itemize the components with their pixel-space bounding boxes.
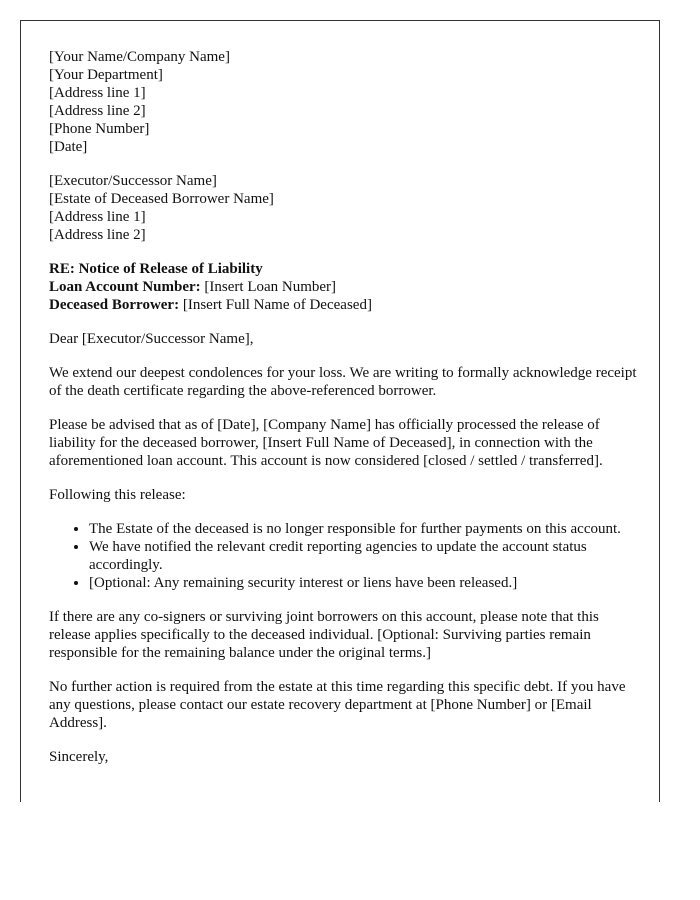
letter-content — [49, 48, 639, 782]
loan-account-label: Loan Account Number: — [49, 279, 201, 295]
sender-name: [Your Name/Company Name] — [49, 49, 230, 65]
list-item: • The Estate of the deceased is no longer responsible for further payments on this account. — [89, 520, 639, 538]
sender-address-block — [49, 48, 639, 156]
paragraph-release-notice: Please be advised that as of [Date], [Company Name] has officially processed the release of liability for the deceased borrower, [Insert Full Name of Deceased], in connection with the aforementioned loan account. This account is now considered [closed / settled / transferred]. — [49, 417, 603, 469]
sender-address-line-1: [Address line 1] — [49, 85, 146, 101]
loan-account-line — [49, 278, 639, 296]
recipient-name: [Executor/Successor Name] — [49, 173, 217, 189]
list-item: • [Optional: Any remaining security interest or liens have been released.] — [89, 574, 639, 592]
paragraph-following: Following this release: — [49, 487, 186, 503]
loan-account-value: [Insert Loan Number] — [200, 279, 337, 295]
paragraph-co-signers: If there are any co-signers or surviving joint borrowers on this account, please note that this release applies specifically to the deceased individual. [Optional: Surviving parties remain responsible for the remaining balance under the original terms.] — [49, 609, 599, 661]
list-item: • We have notified the relevant credit reporting agencies to update the account status accordingly. — [89, 538, 639, 574]
closing: Sincerely, — [49, 749, 109, 765]
deceased-borrower-label: Deceased Borrower: — [49, 297, 180, 313]
sender-date: [Date] — [49, 139, 88, 155]
recipient-address-line-2: [Address line 2] — [49, 227, 146, 243]
sender-department: [Your Department] — [49, 67, 163, 83]
sender-address-line-2: [Address line 2] — [49, 103, 146, 119]
subject-block — [49, 260, 639, 314]
deceased-borrower-line — [49, 296, 639, 314]
release-effects-list — [49, 520, 639, 592]
letter-page — [20, 20, 660, 802]
recipient-estate: [Estate of Deceased Borrower Name] — [49, 191, 274, 207]
deceased-borrower-value: [Insert Full Name of Deceased] — [179, 297, 372, 313]
salutation: Dear [Executor/Successor Name], — [49, 331, 254, 347]
paragraph-no-further-action: No further action is required from the estate at this time regarding this specific debt. If you have any questions, please contact our estate recovery department at [Phone Number] or [Email Address]. — [49, 679, 626, 731]
sender-phone: [Phone Number] — [49, 121, 150, 137]
recipient-address-line-1: [Address line 1] — [49, 209, 146, 225]
paragraph-condolences: We extend our deepest condolences for your loss. We are writing to formally acknowledge receipt of the death certificate regarding the above-referenced borrower. — [49, 365, 637, 399]
recipient-address-block — [49, 172, 639, 244]
subject-re-line: RE: Notice of Release of Liability — [49, 261, 263, 277]
